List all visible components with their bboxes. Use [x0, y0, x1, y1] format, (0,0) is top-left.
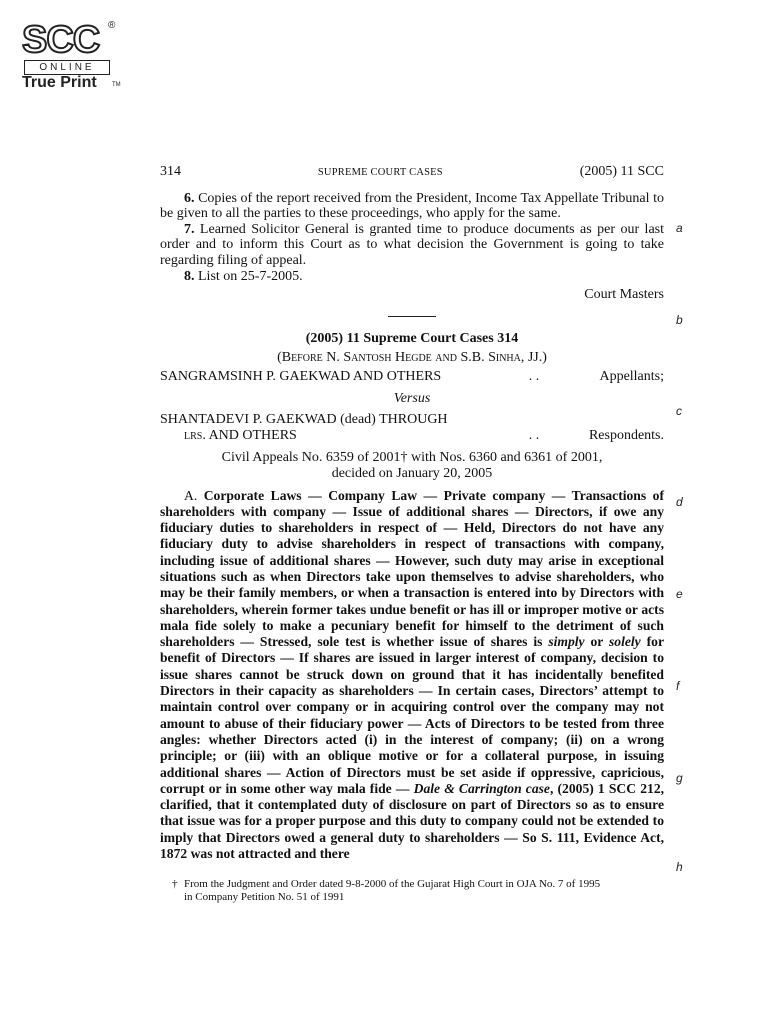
logo-registered-mark: ® — [108, 20, 116, 31]
paragraph-number: 8. — [184, 268, 195, 284]
order-paragraph — [160, 222, 664, 269]
document-page — [160, 164, 664, 862]
headnote-label: A. — [184, 487, 198, 503]
headnote-case-name: Dale & Carrington case — [413, 780, 550, 796]
headnote-text-4: , (2005) 1 SCC 212, clarified, that it contemplated duty of disclosure on part of Directors so as to ensure that issue was for a proper purpose and this duty to company could not be extended to imply that Directors owed a general duty to shareholders — So S. 111, Evidence Act, 1872 was not attracted and there — [160, 780, 665, 862]
margin-letter-b: b — [676, 313, 683, 327]
respondent-dots: . . — [528, 427, 540, 443]
bench-paren-close: ) — [542, 350, 547, 366]
bench-line — [160, 350, 664, 366]
appellant-role: Appellants; — [599, 368, 664, 384]
respondent-row — [160, 428, 664, 444]
case-citation-title: (2005) 11 Supreme Court Cases 314 — [305, 330, 519, 346]
court-masters-signature: Court Masters — [584, 287, 664, 303]
respondent-name-line-1: SHANTADEVI P. GAEKWAD (dead) THROUGH — [160, 412, 448, 428]
paragraph-number: 6. — [184, 190, 195, 206]
civil-appeals-line: Civil Appeals No. 6359 of 2001† with Nos. 6360 and 6361 of 2001, — [221, 450, 603, 466]
footnote-dagger: † — [172, 878, 178, 890]
decided-date: decided on January 20, 2005 — [331, 465, 493, 481]
headnote-a — [160, 488, 664, 863]
order-paragraph — [160, 269, 664, 285]
logo-tm-mark: TM — [112, 82, 121, 88]
bench-before: Before — [281, 350, 323, 366]
margin-letter-h: h — [676, 860, 683, 874]
headnote-text-2: or — [584, 634, 609, 650]
appellant-row — [160, 369, 664, 385]
section-divider — [388, 316, 436, 317]
respondent-name-line-2: lrs. AND OTHERS — [184, 427, 297, 443]
margin-letter-d: d — [676, 495, 683, 509]
margin-letter-f: f — [676, 679, 680, 693]
footnote — [172, 878, 672, 904]
logo-true-print: True Print — [22, 74, 97, 91]
footnote-line-2: in Company Petition No. 51 of 1991 — [184, 891, 345, 903]
headnote-text-1: Corporate Laws — Company Law — Private company — Transactions of shareholders with company — Issue of additional shares — Directors, if owe any fiduciary duties to shareholders in respect of — Held, Directors do not have any fiduciary duty to advise shareholders in respect of transactions with company, including issue of additional shares — However, such duty may arise in exceptional situations such as when Directors take upon themselves to advise shareholders, who may be their family members, or when a transaction is entered into by Directors with shareholders, wherein former takes undue benefit or has ill or improper motive or acts mala fide solely to make a pecuniary benefit for himself to the detriment of such shareholders — Stressed, sole test is whether issue of shares is — [160, 487, 664, 650]
logo-online-label: ONLINE — [24, 60, 110, 75]
logo-brand: SCC — [22, 19, 100, 61]
margin-letter-e: e — [676, 587, 683, 601]
order-paragraph — [160, 191, 664, 222]
bench-paren-open: ( — [277, 350, 282, 366]
headnote-emphasis-simply: simply — [548, 634, 585, 650]
page-citation: (2005) 11 SCC — [579, 164, 664, 179]
bench-judges: N. Santosh Hegde and S.B. Sinha, JJ. — [322, 350, 543, 366]
paragraph-text: Learned Solicitor General is granted time to produce documents as per our last order and to inform this Court as to what decision the Government is going to take regarding filing of appeal. — [160, 221, 664, 268]
paragraph-text: Copies of the report received from the President, Income Tax Appellate Tribunal to be given to all the parties to these proceedings, who apply for the same. — [160, 190, 664, 222]
reporter-title: SUPREME COURT CASES — [317, 167, 443, 178]
scc-online-logo — [18, 18, 121, 91]
headnote-emphasis-solely: solely — [609, 634, 641, 650]
appellant-dots: . . — [528, 368, 540, 384]
margin-letter-a: a — [676, 221, 683, 235]
margin-letter-g: g — [676, 771, 683, 785]
versus-label: Versus — [393, 390, 431, 406]
paragraph-number: 7. — [184, 221, 195, 237]
respondent-role: Respondents. — [588, 427, 664, 443]
paragraph-text: List on 25-7-2005. — [194, 268, 303, 284]
page-number: 314 — [160, 164, 181, 179]
margin-letter-c: c — [676, 404, 682, 418]
footnote-line-1: From the Judgment and Order dated 9-8-2000 of the Gujarat High Court in OJA No. 7 of 1995 — [184, 878, 601, 890]
appellant-name: SANGRAMSINH P. GAEKWAD AND OTHERS — [160, 368, 442, 384]
headnote-text-3: for benefit of Directors — If shares are issued in larger interest of company, decision to issue shares cannot be struck down on ground that it has incidentally benefited Directors in their capacity as shareholders — In certain cases, Directors’ attempt to maintain control over company or in acquiring control over the company may not amount to abuse of their fiduciary power — Acts of Directors to be tested from three angles: whether Directors acted (i) in the interest of company; (ii) on a wrong principle; or (iii) with an oblique motive or for a collateral purpose, in issuing additional shares — Action of Directors must be set aside if oppressive, capricious, corrupt or in some other way mala fide — — [160, 634, 664, 796]
running-head — [160, 164, 664, 181]
